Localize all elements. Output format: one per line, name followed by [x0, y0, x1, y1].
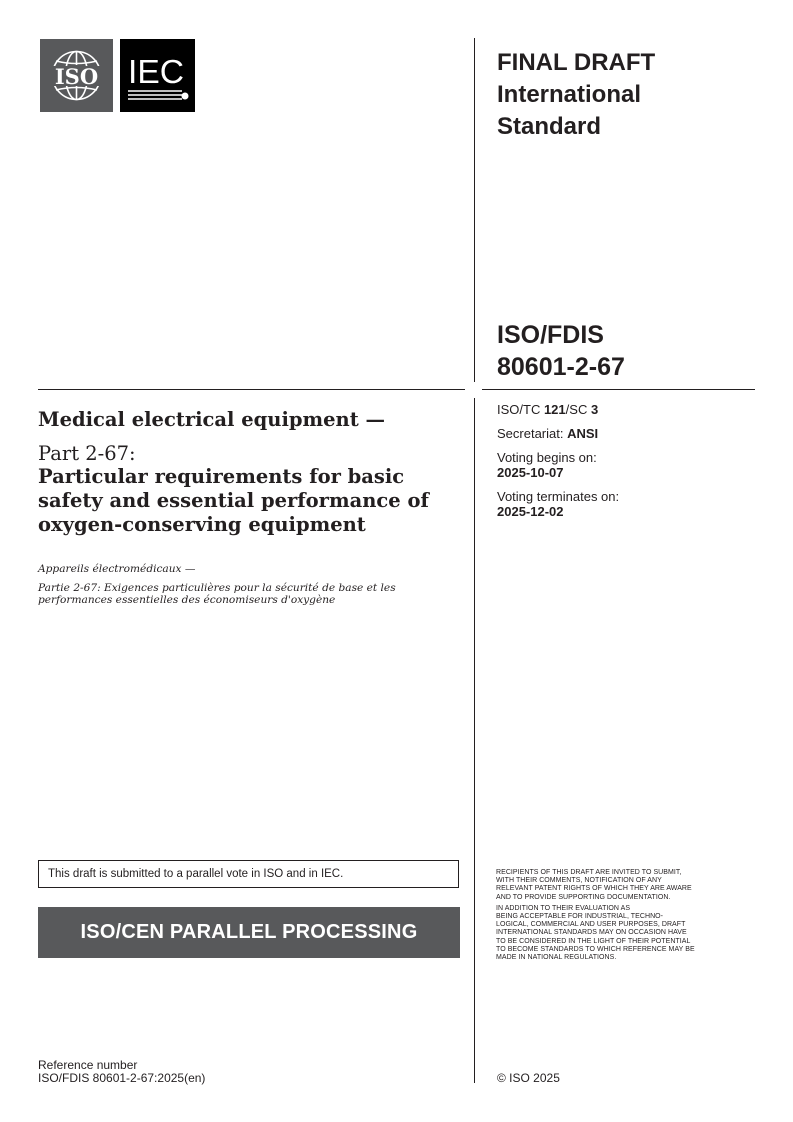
- iso-globe-icon: [40, 39, 113, 112]
- english-title: [38, 407, 458, 537]
- disclaimer: [496, 869, 758, 965]
- parallel-processing-banner: ISO/CEN PARALLEL PROCESSING: [38, 907, 460, 958]
- secretariat: [497, 426, 757, 441]
- iso-logo: [40, 39, 113, 112]
- french-title-line: Partie 2-67: Exigences particulières pour la sécurité de base et les: [38, 581, 396, 594]
- reference-number: [38, 1059, 205, 1085]
- title-part: Part 2-67:: [38, 442, 136, 465]
- iec-mark-icon: [120, 39, 195, 112]
- vertical-divider: [474, 398, 475, 1083]
- disclaimer-paragraph: [496, 869, 758, 902]
- document-meta: [497, 402, 757, 528]
- horizontal-rule: [482, 389, 755, 390]
- reference-value: ISO/FDIS 80601-2-67:2025(en): [38, 1071, 206, 1085]
- title-main: Medical electrical equipment —: [38, 408, 386, 431]
- doc-number-line: ISO/FDIS: [497, 321, 604, 349]
- secretariat-value: ANSI: [567, 426, 599, 441]
- voting-begins-label: Voting begins on:: [497, 450, 597, 465]
- disclaimer-line: RELEVANT PATENT RIGHTS OF WHICH THEY ARE AWARE: [496, 885, 692, 893]
- disclaimer-line: MADE IN NATIONAL REGULATIONS.: [496, 954, 617, 962]
- disclaimer-line: LOGICAL, COMMERCIAL AND USER PURPOSES, DRAFT: [496, 921, 686, 929]
- committee-prefix: ISO/TC: [497, 402, 544, 417]
- svg-text:ISO: ISO: [54, 64, 99, 89]
- disclaimer-line: WITH THEIR COMMENTS, NOTIFICATION OF ANY: [496, 877, 662, 885]
- voting-terminates-label: Voting terminates on:: [497, 489, 620, 504]
- voting-terminates-date: 2025-12-02: [497, 504, 564, 519]
- tc-number: 121: [543, 402, 566, 417]
- subtitle-line: safety and essential performance of: [38, 489, 429, 512]
- voting-begins: [497, 450, 757, 480]
- french-title: [38, 563, 458, 607]
- title-subtitle: [38, 465, 458, 537]
- horizontal-rule: [38, 389, 465, 390]
- disclaimer-line: AND TO PROVIDE SUPPORTING DOCUMENTATION.: [496, 893, 671, 901]
- document-type: [497, 47, 767, 143]
- reference-label: Reference number: [38, 1058, 138, 1072]
- sc-number: 3: [590, 402, 599, 417]
- disclaimer-line: INTERNATIONAL STANDARDS MAY ON OCCASION HAVE: [496, 929, 687, 937]
- subtitle-line: Particular requirements for basic: [38, 465, 405, 488]
- voting-terminates: [497, 489, 757, 519]
- vertical-divider: [474, 38, 475, 382]
- secretariat-label: Secretariat:: [497, 426, 568, 441]
- disclaimer-paragraph: [496, 905, 758, 962]
- french-title-line: performances essentielles des économiseurs d'oxygène: [38, 594, 336, 606]
- voting-begins-date: 2025-10-07: [497, 465, 564, 480]
- disclaimer-line: TO BE CONSIDERED IN THE LIGHT OF THEIR POTENTIAL: [496, 937, 691, 945]
- subtitle-line: oxygen-conserving equipment: [38, 513, 366, 536]
- doc-type-line: International: [497, 81, 642, 108]
- disclaimer-line: TO BECOME STANDARDS TO WHICH REFERENCE MAY BE: [496, 945, 695, 953]
- doc-type-line: FINAL DRAFT: [497, 49, 656, 76]
- sc-prefix: /SC: [565, 402, 591, 417]
- disclaimer-line: BEING ACCEPTABLE FOR INDUSTRIAL, TECHNO-: [496, 913, 664, 921]
- copyright: © ISO 2025: [497, 1071, 560, 1085]
- french-title-main: Appareils électromédicaux —: [38, 563, 196, 575]
- disclaimer-line: IN ADDITION TO THEIR EVALUATION AS: [496, 904, 631, 912]
- svg-text:IEC: IEC: [128, 53, 184, 90]
- disclaimer-line: RECIPIENTS OF THIS DRAFT ARE INVITED TO SUBMIT,: [496, 869, 682, 876]
- committee: [497, 402, 757, 417]
- parallel-vote-notice: This draft is submitted to a parallel vote in ISO and in IEC.: [38, 860, 459, 888]
- doc-number-line: 80601-2-67: [497, 353, 625, 381]
- document-number: [497, 319, 767, 383]
- iec-logo: [120, 39, 195, 112]
- doc-type-line: Standard: [497, 113, 602, 140]
